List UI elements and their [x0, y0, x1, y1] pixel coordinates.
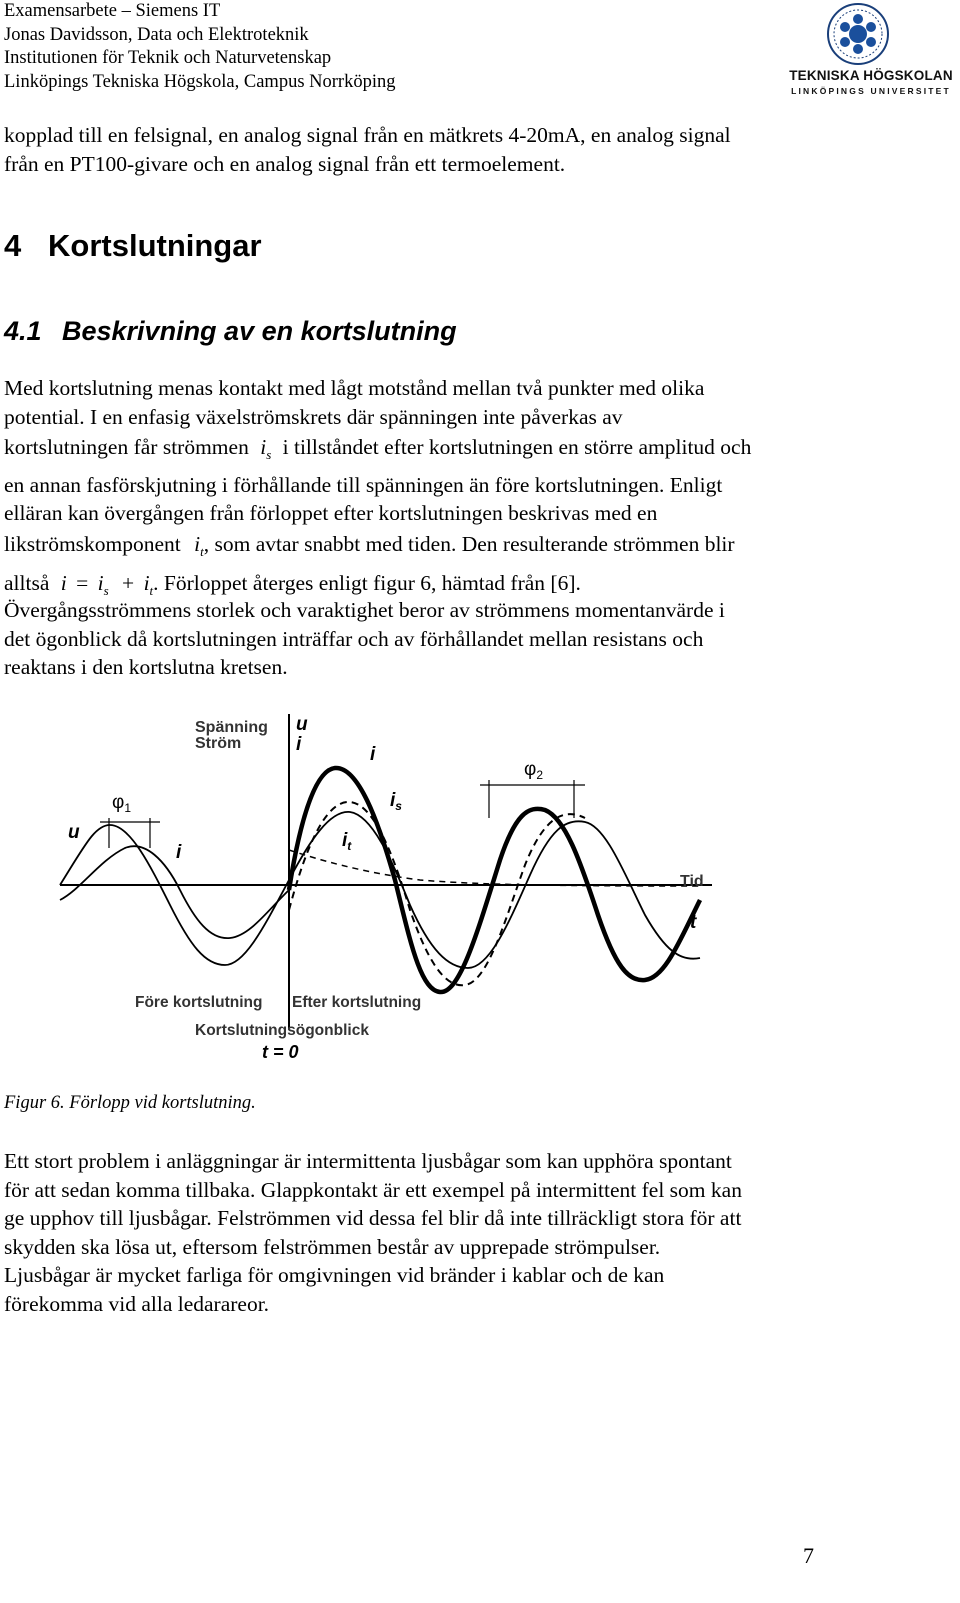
page-number: 7 [803, 1543, 814, 1568]
text-line: Övergångsströmmens storlek och varaktighet beror av strömmens momentanvärde i [4, 598, 725, 622]
current-curve-after [289, 768, 700, 992]
axis-label-i: i [296, 734, 302, 755]
text-line: kopplad till en felsignal, en analog signal från en mätkrets 4-20mA, en analog signal [4, 123, 731, 147]
label-t: t [690, 912, 697, 933]
legend-current: Ström [195, 735, 242, 752]
university-logo [790, 2, 960, 98]
text-line: kortslutningen får strömmen $i_s$ i tillståndet efter kortslutningen en större amplitud och [4, 435, 752, 462]
header-line: Linköpings Tekniska Högskola, Campus Norrköping [4, 71, 396, 92]
figure-short-circuit [0, 700, 760, 1080]
label-u: u [68, 822, 80, 843]
math-subscript: s [266, 447, 272, 462]
header-line: Institutionen för Teknik och Naturvetenskap [4, 48, 332, 68]
text-line: skydden ska lösa ut, eftersom felströmmen består av upprepade strömpulser. [4, 1234, 661, 1259]
paragraph-arcs [4, 1147, 884, 1318]
header-line: Examensarbete – Siemens IT [4, 1, 221, 21]
label-after: Efter kortslutning [292, 994, 422, 1011]
university-seal-icon [790, 2, 950, 68]
text-line: för att sedan komma tillbaka. Glappkontakt är ett exempel på intermittent fel som kan [4, 1177, 742, 1202]
math-var: i [194, 531, 201, 556]
phi1-label: $\varphi_1$ [112, 792, 132, 815]
text-line: potential. I en enfasig växelströmskrets där spänningen inte påverkas av [4, 404, 623, 429]
logo-subtitle: LINKÖPINGS UNIVERSITET [791, 86, 951, 96]
paragraph-description [4, 374, 884, 601]
text-line: det ögonblick då kortslutningen inträffar och av förhållandet mellan resistans och [4, 626, 704, 651]
label-i-top: i [370, 744, 376, 765]
text-line: från en PT100-givare och en analog signal från ett termoelement. [4, 151, 566, 176]
intro-paragraph [4, 121, 884, 178]
subsection-number: 4.1 [4, 316, 42, 346]
text-line: Ljusbågar är mycket farliga för omgivningen vid bränder i kablar och de kan [4, 1263, 665, 1287]
figure-caption: Figur 6. Förlopp vid kortslutning. [4, 1093, 256, 1113]
current-steady-curve [289, 802, 585, 985]
axis-label-u: u [296, 714, 308, 735]
label-tid: Tid [680, 873, 704, 890]
label-is: $i_s$ [390, 790, 402, 813]
waveform-diagram [0, 700, 760, 1080]
legend-voltage: Spänning [195, 719, 268, 736]
current-curve-before [60, 846, 289, 938]
math-var: i [260, 435, 267, 459]
text-line: alltså $i = i_s + i_t$. Förloppet återges enligt figur 6, hämtad från [6]. [4, 571, 581, 598]
text-line: ge upphov till ljusbågar. Felströmmen vid dessa fel blir då inte tillräckligt stora för att [4, 1206, 742, 1230]
section-heading [4, 228, 262, 264]
text-line: förekomma vid alla ledarareor. [4, 1291, 270, 1316]
text-line: likströmskomponent $i_t$, som avtar snabbt med tiden. Den resulterande strömmen blir [4, 531, 735, 559]
phi2-label: $\varphi_2$ [524, 759, 544, 782]
document-header [4, 0, 395, 94]
math-subscript: t [200, 543, 204, 559]
label-i-left: i [176, 842, 182, 863]
text-line: reaktans i den kortslutna kretsen. [4, 655, 288, 679]
text-line: en annan fasförskjutning i förhållande till spänningen än före kortslutningen. Enligt [4, 472, 723, 497]
section-title: Kortslutningar [48, 228, 262, 263]
section-number: 4 [4, 228, 22, 263]
label-moment: Kortslutningsögonblick [195, 1022, 369, 1039]
paragraph-transient [4, 596, 884, 682]
text-line: Ett stort problem i anläggningar är intermittenta ljusbågar som kan upphöra spontant [4, 1149, 732, 1173]
text-line: Med kortslutning menas kontakt med lågt motstånd mellan två punkter med olika [4, 376, 705, 400]
logo-title: TEKNISKA HÖGSKOLAN [789, 68, 953, 83]
label-t0: t = 0 [262, 1042, 299, 1062]
subsection-title: Beskrivning av en kortslutning [62, 316, 457, 346]
text-line: elläran kan övergången från förloppet efter kortslutningen beskrivas med en [4, 501, 658, 525]
label-it: $i_t$ [342, 830, 352, 853]
header-line: Jonas Davidsson, Data och Elektroteknik [4, 24, 309, 45]
label-before: Före kortslutning [135, 994, 263, 1011]
subsection-heading [4, 316, 457, 347]
